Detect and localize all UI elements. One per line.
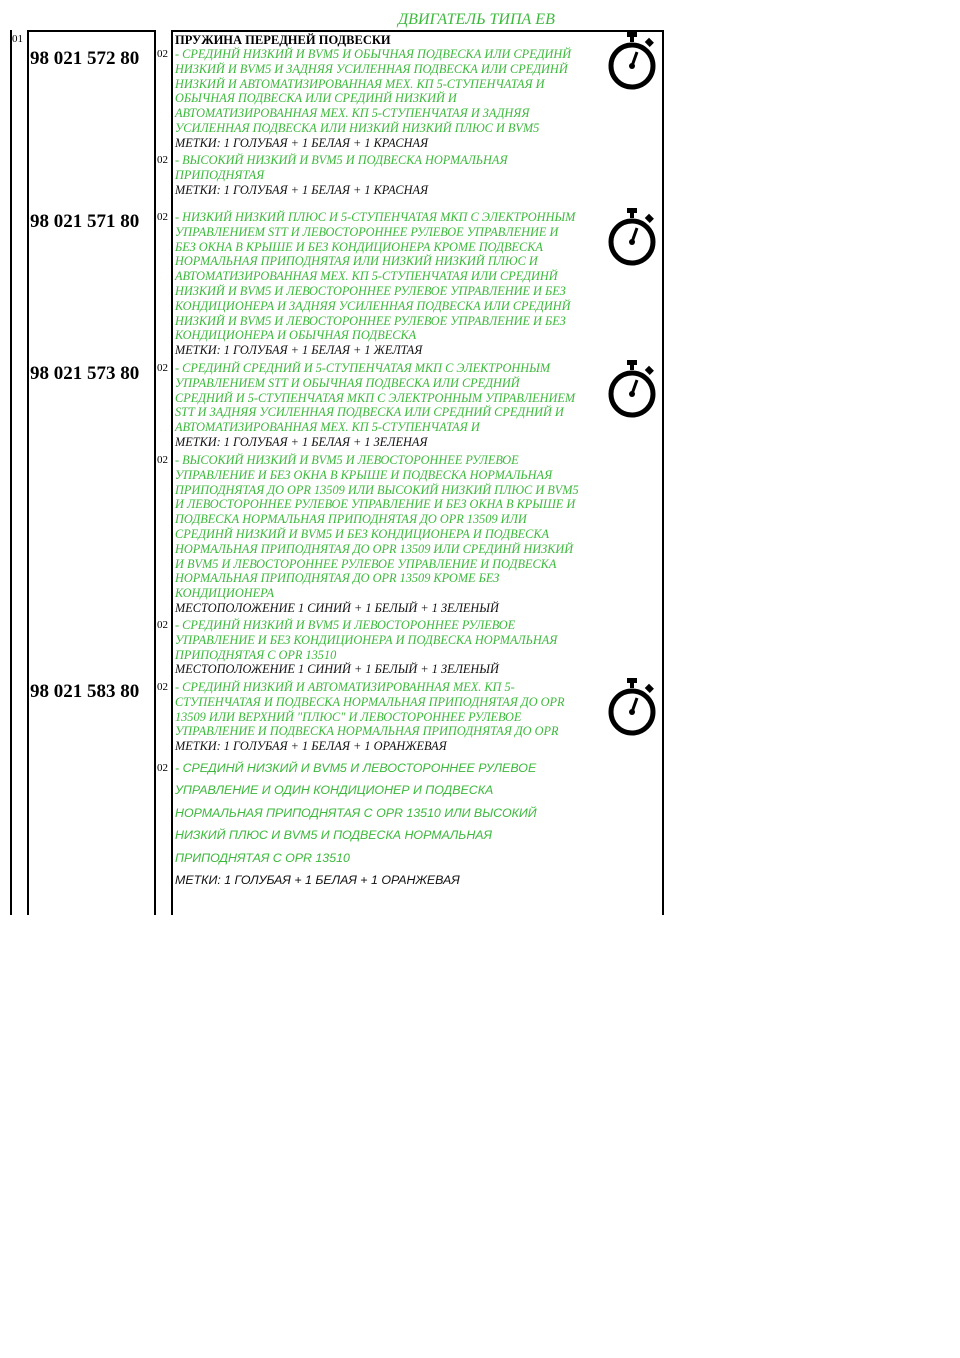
condition-line: СТУПЕНЧАТАЯ И ПОДВЕСКА НОРМАЛЬНАЯ ПРИПОДНЯТАЯ ДО OPR [175,694,565,709]
stopwatch-icon [606,360,658,418]
variant-code: 02 [157,48,168,60]
variant-description [175,453,607,616]
condition-line: УПРАВЛЕНИЕ И ПОДВЕСКА НОРМАЛЬНАЯ ПРИПОДНЯТАЯ ДО OPR [175,724,559,739]
condition-line: 13509 ИЛИ ВЕРХНИЙ "ПЛЮС" И ЛЕВОСТОРОННЕЕ РУЛЕВОЕ [175,709,522,724]
stopwatch-icon [606,678,658,736]
stopwatch-icon [606,32,658,90]
variant-description [175,757,607,891]
variant-code: 02 [157,762,168,774]
condition-line: АВТОМАТИЗИРОВАННАЯ МЕХ. КП 5-СТУПЕНЧАТАЯ И ЗАДНЯЯ [175,106,530,121]
variant-code: 02 [157,154,168,166]
marks-line: МЕТКИ: 1 ГОЛУБАЯ + 1 БЕЛАЯ + 1 ЗЕЛЕНАЯ [175,434,428,449]
condition-line: STT И ЗАДНЯЯ УСИЛЕННАЯ ПОДВЕСКА ИЛИ СРЕДНИЙ СРЕДНИЙ И [175,405,564,420]
condition-line: НИЗКИЙ И АВТОМАТИЗИРОВАННАЯ МЕХ. КП 5-СТУПЕНЧАТАЯ И [175,76,545,91]
marks-line: МЕТКИ: 1 ГОЛУБАЯ + 1 БЕЛАЯ + 1 ОРАНЖЕВАЯ [175,873,460,888]
part-title: ПРУЖИНА ПЕРЕДНЕЙ ПОДВЕСКИ [175,33,391,47]
column-divider [154,30,156,915]
condition-line: УПРАВЛЕНИЕ И ОДИН КОНДИЦИОНЕР И ПОДВЕСКА [175,783,494,798]
condition-line: УСИЛЕННАЯ ПОДВЕСКА ИЛИ НИЗКИЙ НИЗКИЙ ПЛЮС И BVM5 [175,120,540,135]
condition-line: - ВЫСОКИЙ НИЗКИЙ И BVM5 И ПОДВЕСКА НОРМАЛЬНАЯ [175,153,508,167]
marks-line: МЕТКИ: 1 ГОЛУБАЯ + 1 БЕЛАЯ + 1 КРАСНАЯ [175,182,429,197]
condition-line: УПРАВЛЕНИЕ И БЕЗ КОНДИЦИОНЕРА И ПОДВЕСКА НОРМАЛЬНАЯ [175,632,558,647]
condition-line: КОНДИЦИОНЕРА И ОБЫЧНАЯ ПОДВЕСКА [175,328,417,343]
condition-line: УПРАВЛЕНИЕ И БЕЗ ОКНА В КРЫШЕ И ПОДВЕСКА НОРМАЛЬНАЯ [175,467,553,482]
table-border-top [27,30,155,32]
condition-line: ПРИПОДНЯТАЯ [175,167,265,182]
variant-description [175,153,607,197]
variant-code: 02 [157,681,168,693]
condition-line: НОРМАЛЬНАЯ ПРИПОДНЯТАЯ С OPR 13510 ИЛИ ВЫСОКИЙ [175,805,537,820]
condition-line: - СРЕДИНЙ НИЗКИЙ И АВТОМАТИЗИРОВАННАЯ МЕХ. КП 5- [175,680,515,694]
condition-line: И ЛЕВОСТОРОННЕЕ РУЛЕВОЕ УПРАВЛЕНИЕ И БЕЗ ОКНА В КРЫШЕ И [175,497,576,512]
part-number: 98 021 573 80 [30,363,140,384]
marks-line: МЕСТОПОЛОЖЕНИЕ 1 СИНИЙ + 1 БЕЛЫЙ + 1 ЗЕЛЕНЫЙ [175,662,499,677]
condition-line: НИЗКИЙ ПЛЮС И BVM5 И ПОДВЕСКА НОРМАЛЬНАЯ [175,828,492,843]
marks-line: МЕТКИ: 1 ГОЛУБАЯ + 1 БЕЛАЯ + 1 КРАСНАЯ [175,135,429,150]
marks-line: МЕСТОПОЛОЖЕНИЕ 1 СИНИЙ + 1 БЕЛЫЙ + 1 ЗЕЛЕНЫЙ [175,600,499,615]
variant-code: 02 [157,211,168,223]
condition-line: НИЗКИЙ И BVM5 И ЗАДНЯЯ УСИЛЕННАЯ ПОДВЕСКА ИЛИ СРЕДИНЙ [175,61,568,76]
variant-code: 02 [157,619,168,631]
condition-line: И BVM5 И ЛЕВОСТОРОННЕЕ РУЛЕВОЕ УПРАВЛЕНИЕ И ПОДВЕСКА [175,556,557,571]
part-number: 98 021 583 80 [30,681,140,702]
variant-description [175,680,607,754]
condition-line: ПРИПОДНЯТАЯ С OPR 13510 [175,850,350,865]
condition-line: ПРИПОДНЯТАЯ ДО OPR 13509 ИЛИ ВЫСОКИЙ НИЗКИЙ ПЛЮС И BVM5 [175,482,579,497]
part-number: 98 021 571 80 [30,211,140,232]
condition-line: СРЕДНИЙ И 5-СТУПЕНЧАТАЯ МКП С ЭЛЕКТРОННЫМ УПРАВЛЕНИЕМ [175,390,576,405]
condition-line: НОРМАЛЬНАЯ ПРИПОДНЯТАЯ ИЛИ НИЗКИЙ НИЗКИЙ ПЛЮС И [175,254,538,269]
condition-line: УПРАВЛЕНИЕМ STT И ЛЕВОСТОРОННЕЕ РУЛЕВОЕ УПРАВЛЕНИЕ И [175,224,559,239]
condition-line: АВТОМАТИЗИРОВАННАЯ МЕХ. КП 5-СТУПЕНЧАТАЯ ИЛИ СРЕДИНЙ [175,269,558,284]
condition-line: КОНДИЦИОНЕРА [175,586,275,601]
part-number: 98 021 572 80 [30,48,140,69]
condition-line: - СРЕДИНЙ НИЗКИЙ И BVM5 И ОБЫЧНАЯ ПОДВЕСКА ИЛИ СРЕДИНЙ [175,47,572,61]
condition-line: УПРАВЛЕНИЕМ STT И ОБЫЧНАЯ ПОДВЕСКА ИЛИ СРЕДНИЙ [175,375,520,390]
condition-line: НОРМАЛЬНАЯ ПРИПОДНЯТАЯ ДО OPR 13509 КРОМЕ БЕЗ [175,571,500,586]
column-divider [171,30,173,915]
condition-line: - ВЫСОКИЙ НИЗКИЙ И BVM5 И ЛЕВОСТОРОННЕЕ РУЛЕВОЕ [175,453,519,467]
condition-line: НИЗКИЙ И BVM5 И ЛЕВОСТОРОННЕЕ РУЛЕВОЕ УПРАВЛЕНИЕ И БЕЗ [175,283,566,298]
condition-line: СРЕДИНЙ НИЗКИЙ И BVM5 И БЕЗ КОНДИЦИОНЕРА И ПОДВЕСКА [175,526,550,541]
variant-code: 02 [157,454,168,466]
condition-line: НОРМАЛЬНАЯ ПРИПОДНЯТАЯ ДО OPR 13509 ИЛИ СРЕДИНЙ НИЗКИЙ [175,541,574,556]
condition-line: АВТОМАТИЗИРОВАННАЯ МЕХ. КП 5-СТУПЕНЧАТАЯ И [175,420,480,435]
marks-line: МЕТКИ: 1 ГОЛУБАЯ + 1 БЕЛАЯ + 1 ЖЕЛТАЯ [175,343,423,358]
stopwatch-icon [606,208,658,266]
condition-line: КОНДИЦИОНЕРА И ЗАДНЯЯ УСИЛЕННАЯ ПОДВЕСКА ИЛИ СРЕДИНЙ [175,298,571,313]
marks-line: МЕТКИ: 1 ГОЛУБАЯ + 1 БЕЛАЯ + 1 ОРАНЖЕВАЯ [175,739,447,754]
condition-line: ПОДВЕСКА НОРМАЛЬНАЯ ПРИПОДНЯТАЯ ДО OPR 13509 ИЛИ [175,512,527,527]
variant-description [175,47,607,151]
condition-line: - НИЗКИЙ НИЗКИЙ ПЛЮС И 5-СТУПЕНЧАТАЯ МКП С ЭЛЕКТРОННЫМ [175,210,576,224]
condition-line: - СРЕДИНЙ НИЗКИЙ И BVM5 И ЛЕВОСТОРОННЕЕ РУЛЕВОЕ [175,618,516,632]
condition-line: - СРЕДИНЙ СРЕДНИЙ И 5-СТУПЕНЧАТАЯ МКП С ЭЛЕКТРОННЫМ [175,361,551,375]
variant-description [175,361,607,450]
condition-line: НИЗКИЙ И BVM5 И ЛЕВОСТОРОННЕЕ РУЛЕВОЕ УПРАВЛЕНИЕ И БЕЗ [175,313,566,328]
condition-line: ПРИПОДНЯТАЯ С OPR 13510 [175,647,337,662]
condition-line: БЕЗ ОКНА В КРЫШЕ И БЕЗ КОНДИЦИОНЕРА КРОМЕ ПОДВЕСКА [175,239,543,254]
table-border-left [10,30,12,915]
variant-code: 02 [157,362,168,374]
table-border-right [662,30,664,915]
variant-description [175,618,607,677]
table-border-top [172,30,663,32]
document-header: ДВИГАТЕЛЬ ТИПА EB [398,11,555,28]
column-divider [27,30,29,915]
condition-line: ОБЫЧНАЯ ПОДВЕСКА ИЛИ СРЕДИНЙ НИЗКИЙ И [175,91,457,106]
row-number: 01 [12,33,23,45]
variant-description [175,210,607,358]
condition-line: - СРЕДИНЙ НИЗКИЙ И BVM5 И ЛЕВОСТОРОННЕЕ РУЛЕВОЕ [175,761,537,775]
